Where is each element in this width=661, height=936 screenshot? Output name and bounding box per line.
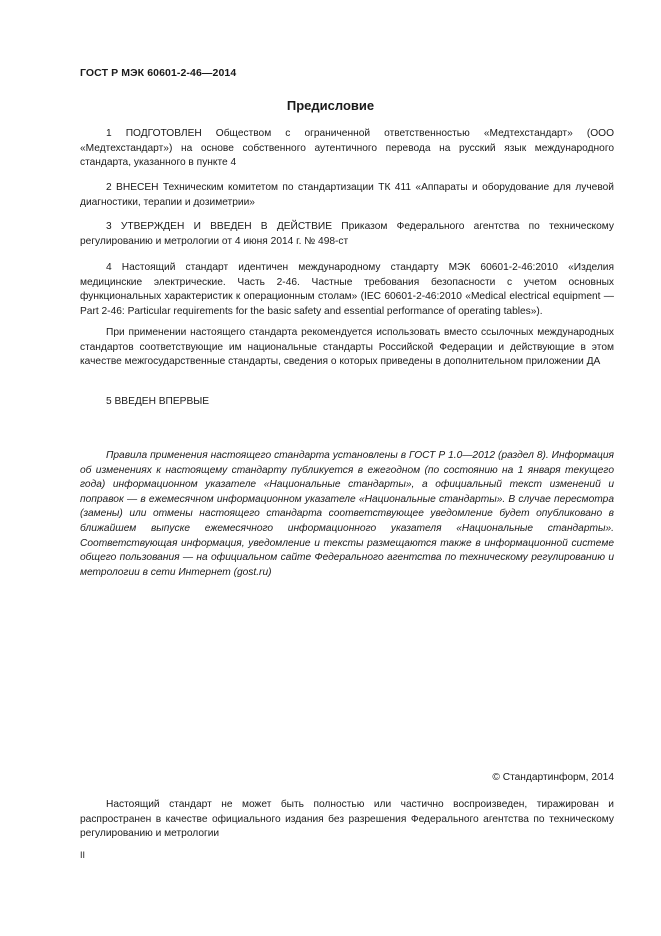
paragraph-prepared-by: 1 ПОДГОТОВЛЕН Обществом с ограниченной ответственностью «Медтехстандарт» (ООО «Медтехстандарт») на основе собственного аутентичного перевода на русский язык международного стандарта, указанного в пункте 4 [80,128,614,169]
rules-notice: Правила применения настоящего стандарта установлены в ГОСТ Р 1.0—2012 (раздел 8). Информация об изменениях к настоящему стандарту публикуется в ежегодном (по состоянию на 1 января текущего года) информационном указателе «Национальные стандарты», а официальный текст изменений и поправок — в ежемесячном информационном указателе «Национальные стандарты». В случае пересмотра (замены) или отмены настоящего стандарта соответствующее уведомление будет опубликовано в ближайшем выпуске ежемесячного информационного указателя «Национальные стандарты». Соответствующая информация, уведомление и тексты размещаются также в информационной системе общего пользования — на официальном сайте Федерального агентства по техническому регулированию и метрологии в сети Интернет (gost.ru) [80,450,614,578]
paragraph-approved: 3 УТВЕРЖДЕН И ВВЕДЕН В ДЕЙСТВИЕ Приказом Федерального агентства по техническому регулированию и метрологии от 4 июня 2014 г. № 498-ст [80,221,614,247]
page-number: II [80,850,86,860]
page-title: Предисловие [286,98,375,113]
reproduction-notice: Настоящий стандарт не может быть полностью или частично воспроизведен, тиражирован и распространен в качестве официального издания без разрешения Федерального агентства по техническому регулированию и метрологии [80,799,614,840]
document-code-header: ГОСТ Р МЭК 60601-2-46—2014 [80,67,237,79]
copyright-line: © Стандартинформ, 2014 [492,772,614,783]
paragraph-identical-standard: 4 Настоящий стандарт идентичен международному стандарту МЭК 60601-2-46:2010 «Изделия медицинские электрические. Часть 2-46. Частные требования безопасности с учетом основных функциональных характеристик к операционным столам» (IEC 60601-2-46:2010 «Medical electrical equipment — Part 2-46: Particular requirements for the basic safety and essential performance of operating tables»). [80,262,614,317]
paragraph-first-introduced: 5 ВВЕДЕН ВПЕРВЫЕ [106,396,210,407]
paragraph-application-note: При применении настоящего стандарта рекомендуется использовать вместо ссылочных международных стандартов соответствующие им национальные стандарты Российской Федерации и действующие в этом качестве межгосударственные стандарты, сведения о которых приведены в дополнительном приложении ДА [80,327,614,368]
paragraph-submitted-by: 2 ВНЕСЕН Техническим комитетом по стандартизации ТК 411 «Аппараты и оборудование для лучевой диагностики, терапии и дозиметрии» [80,182,614,208]
